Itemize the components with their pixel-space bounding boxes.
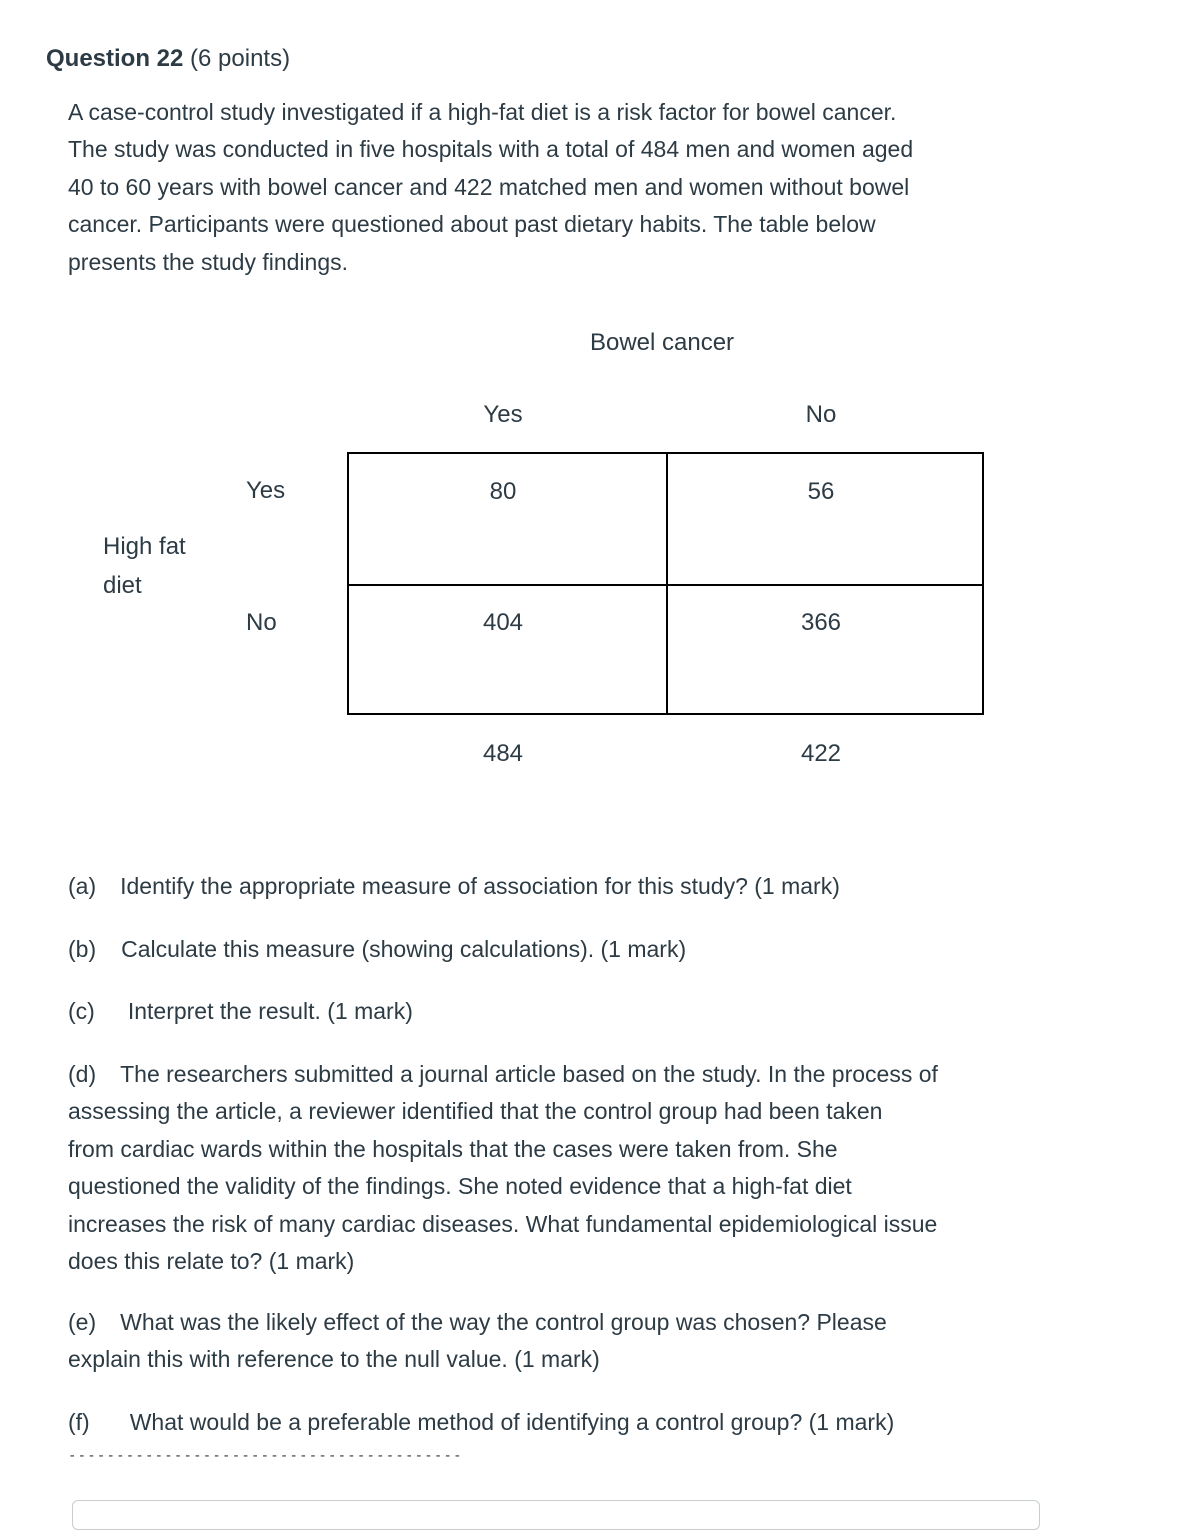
intro-line: 40 to 60 years with bowel cancer and 422 matched men and women without bowel bbox=[68, 173, 910, 200]
part-e bbox=[68, 1304, 887, 1379]
row-label-line2: diet bbox=[103, 572, 142, 599]
part-d-line: The researchers submitted a journal article based on the study. In the process of bbox=[120, 1061, 938, 1087]
question-intro bbox=[68, 94, 1048, 281]
part-a-text: Identify the appropriate measure of association for this study? (1 mark) bbox=[120, 873, 840, 899]
part-c-text: Interpret the result. (1 mark) bbox=[127, 998, 413, 1024]
table-column-header: Bowel cancer bbox=[589, 329, 735, 356]
total-no: 422 bbox=[800, 740, 842, 767]
part-d-line: does this relate to? (1 mark) bbox=[68, 1248, 355, 1275]
dashed-separator: ----------------------------------------- bbox=[68, 1448, 463, 1464]
cell-no-no: 366 bbox=[800, 609, 842, 636]
part-d-label: (d) bbox=[68, 1061, 97, 1087]
part-d-line: from cardiac wards within the hospitals that the cases were taken from. She bbox=[68, 1135, 838, 1162]
part-f bbox=[68, 1404, 894, 1441]
row-header-no: No bbox=[246, 609, 277, 636]
part-f-label: (f) bbox=[68, 1409, 90, 1435]
question-title bbox=[46, 44, 290, 74]
part-c-label: (c) bbox=[68, 998, 95, 1024]
grid-divider-horizontal bbox=[349, 584, 982, 586]
question-points: (6 points) bbox=[190, 45, 291, 72]
part-f-text: What would be a preferable method of identifying a control group? (1 mark) bbox=[129, 1409, 895, 1435]
part-b-text: Calculate this measure (showing calculations). (1 mark) bbox=[121, 936, 687, 962]
row-header-yes: Yes bbox=[246, 477, 286, 504]
cell-yes-yes: 80 bbox=[489, 478, 517, 505]
part-d-line: increases the risk of many cardiac diseases. What fundamental epidemiological issue bbox=[68, 1210, 938, 1237]
intro-line: cancer. Participants were questioned about past dietary habits. The table below bbox=[68, 211, 876, 238]
part-e-line: explain this with reference to the null value. (1 mark) bbox=[68, 1346, 600, 1373]
part-b bbox=[68, 931, 686, 968]
question-number: Question 22 bbox=[46, 45, 184, 72]
part-e-line: What was the likely effect of the way the control group was chosen? Please bbox=[120, 1309, 887, 1335]
part-c bbox=[68, 993, 413, 1030]
part-d-line: questioned the validity of the findings. She noted evidence that a high-fat diet bbox=[68, 1173, 852, 1200]
part-b-label: (b) bbox=[68, 936, 97, 962]
part-d bbox=[68, 1056, 938, 1280]
intro-line: A case-control study investigated if a high-fat diet is a risk factor for bowel cancer. bbox=[68, 99, 897, 125]
part-a bbox=[68, 868, 840, 905]
cell-no-yes: 404 bbox=[482, 609, 524, 636]
cell-yes-no: 56 bbox=[807, 478, 835, 505]
part-d-line: assessing the article, a reviewer identified that the control group had been taken bbox=[68, 1098, 883, 1125]
table-grid bbox=[347, 452, 984, 715]
row-label-line1: High fat bbox=[103, 533, 186, 560]
intro-line: The study was conducted in five hospitals with a total of 484 men and women aged bbox=[68, 136, 914, 163]
col-header-yes: Yes bbox=[483, 401, 523, 428]
total-yes: 484 bbox=[482, 740, 524, 767]
part-e-label: (e) bbox=[68, 1309, 97, 1335]
intro-line: presents the study findings. bbox=[68, 248, 348, 275]
col-header-no: No bbox=[805, 401, 837, 428]
answer-input[interactable] bbox=[72, 1500, 1040, 1530]
part-a-label: (a) bbox=[68, 873, 97, 899]
